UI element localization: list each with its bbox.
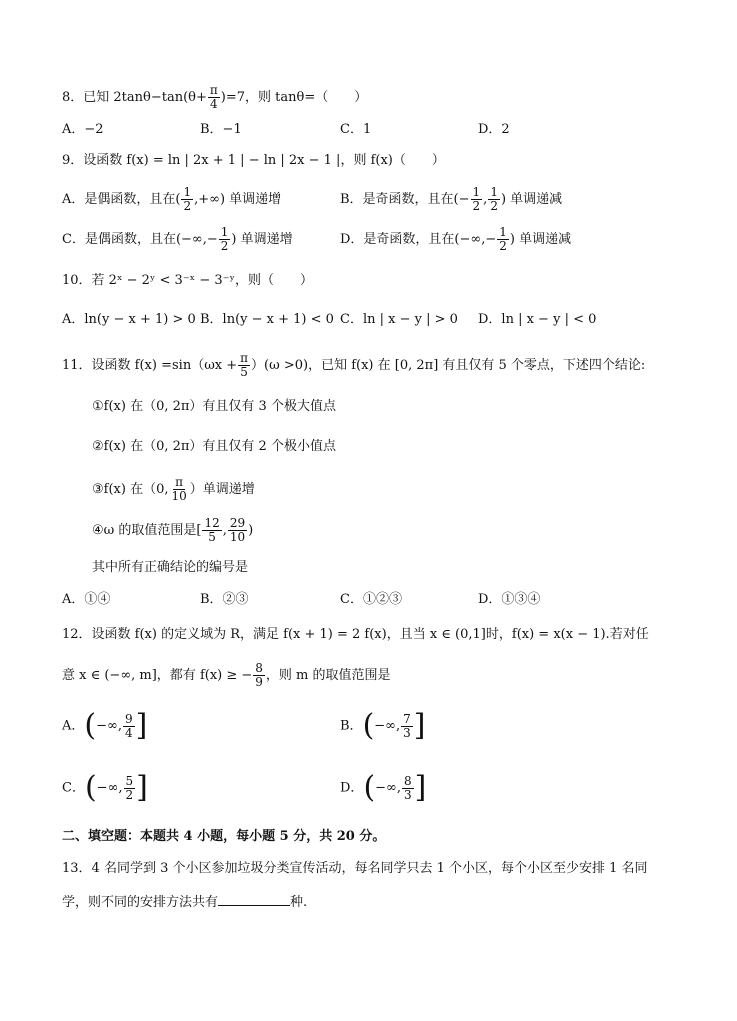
q9-option-a: A．是偶函数，且在( $\frac{1}{2}$ ,+∞) 单调递增	[62, 185, 282, 213]
q11-statement-3: ③f(x) 在（0, $\frac{\pi}{10}$ ）单调递增	[92, 475, 255, 503]
q8-option-d: D．2	[478, 122, 510, 137]
q9-stem: 9．设函数 f(x) = ln | 2x + 1 | − ln | 2x − 1 |，则 f(x)（ ）	[62, 153, 445, 168]
q12-option-c: C．(−∞, $\frac{5}{2}$ ]	[62, 770, 148, 805]
q10-option-d: D．ln | x − y | < 0	[478, 312, 597, 327]
q13-stem-line2: 学，则不同的安排方法共有 种.	[62, 891, 307, 913]
q9-option-b: B．是奇函数，且在(− $\frac{1}{2}$ , $\frac{1}{2}$ ) 单调递减	[340, 185, 563, 213]
q10-option-c: C．ln | x − y | > 0	[340, 312, 458, 327]
q10-option-b: B．ln(y − x + 1) < 0	[200, 312, 334, 327]
q11-ask: 其中所有正确结论的编号是	[92, 560, 249, 575]
q11-option-d: D．①③④	[478, 592, 541, 607]
q12-stem-line2: 意 x ∈ (−∞, m]，都有 f(x) ≥ − $\frac{8}{9}$ ，则 m 的取值范围是	[62, 661, 391, 689]
q11-option-c: C．①②③	[340, 592, 402, 607]
q11-option-b: B．②③	[200, 592, 249, 607]
q8-stem: 8．已知 2tanθ−tan(θ+ $\frac{\pi}{4}$ )=7，则 tanθ=（ ）	[62, 83, 368, 111]
q12-option-d: D．(−∞, $\frac{8}{3}$ ]	[340, 770, 427, 805]
section-heading: 二、填空题：本题共 4 小题，每小题 5 分，共 20 分。	[62, 829, 386, 844]
q10-stem: 10．若 2ˣ − 2ʸ < 3⁻ˣ − 3⁻ʸ，则（ ）	[62, 273, 313, 288]
fraction: $\frac{\pi}{4}$	[209, 83, 218, 111]
answer-blank[interactable]	[218, 891, 290, 906]
q11-option-a: A．①④	[62, 592, 111, 607]
q10-option-a: A．ln(y − x + 1) > 0	[62, 312, 196, 327]
q13-stem-line1: 13．4 名同学到 3 个小区参加垃圾分类宣传活动，每名同学只去 1 个小区，每个小区至少安排 1 名同	[62, 861, 648, 876]
q11-statement-2: ②f(x) 在（0, 2π）有且仅有 2 个极小值点	[92, 439, 336, 454]
q8-option-b: B．−1	[200, 122, 242, 137]
q9-option-d: D．是奇函数，且在(−∞,− $\frac{1}{2}$ ) 单调递减	[340, 225, 572, 253]
q8-option-a: A．−2	[62, 122, 104, 137]
q11-statement-4: ④ω 的取值范围是[ $\frac{12}{5}$ , $\frac{29}{10}$ )	[92, 516, 254, 544]
q9-option-c: C．是偶函数，且在(−∞,− $\frac{1}{2}$ ) 单调递增	[62, 225, 293, 253]
q12-option-b: B．(−∞, $\frac{7}{3}$ ]	[340, 708, 426, 743]
q11-stem: 11．设函数 f(x) =sin（ωx + $\frac{\pi}{5}$ ）(ω >0)，已知 f(x) 在 [0, 2π] 有且仅有 5 个零点，下述四个结论:	[62, 351, 646, 379]
q12-stem-line1: 12．设函数 f(x) 的定义域为 R，满足 f(x + 1) = 2 f(x)，且当 x ∈ (0,1]时，f(x) = x(x − 1).若对任	[62, 627, 649, 642]
q11-statement-1: ①f(x) 在（0, 2π）有且仅有 3 个极大值点	[92, 399, 336, 414]
q12-option-a: A．(−∞, $\frac{9}{4}$ ]	[62, 708, 148, 743]
q8-option-c: C．1	[340, 122, 372, 137]
